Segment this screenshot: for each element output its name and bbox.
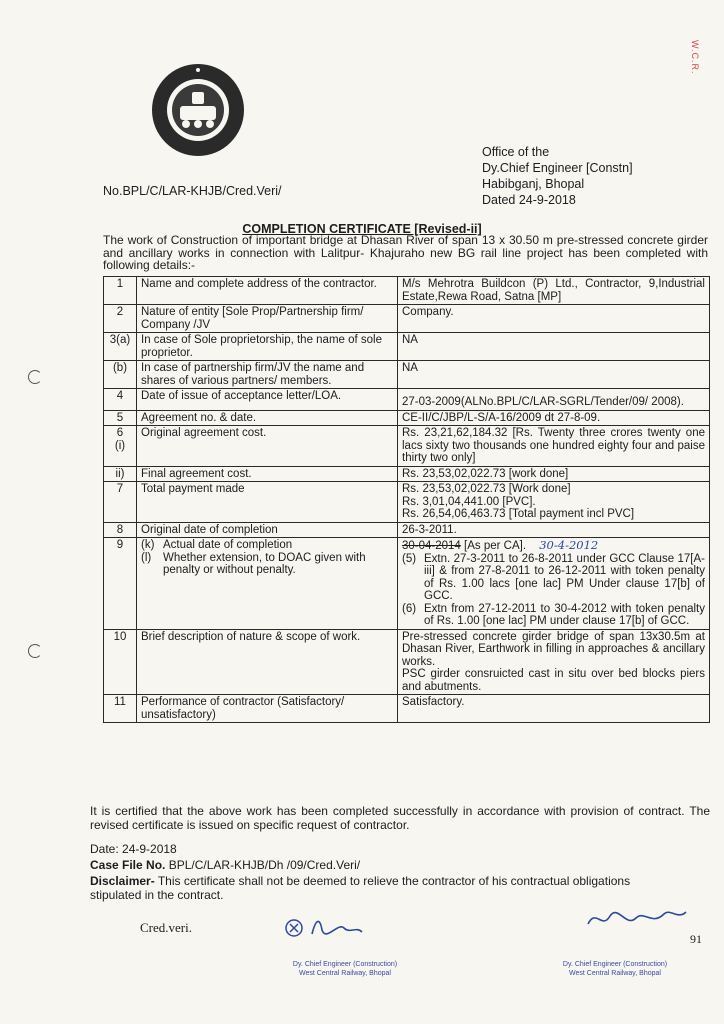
official-stamp-left: Dy. Chief Engineer (Construction) West Central Railway, Bhopal [292,961,398,977]
row-number: 1 [104,277,137,305]
row-number: 2 [104,305,137,333]
table-row [104,277,710,305]
office-line: Habibganj, Bhopal [482,177,585,191]
row-value: 26-3-2011. [398,522,710,538]
row-number-sub: (i) [114,439,126,452]
row-label: In case of partnership firm/JV the name and shares of various partners/ members. [137,361,398,389]
row-label: Total payment made [137,482,398,523]
row-number: 7 [104,482,137,523]
punch-hole-mark [28,644,42,658]
reference-number: No.BPL/C/LAR-KHJB/Cred.Veri/ [103,184,282,198]
row-number [104,426,137,467]
row-label: Date of issue of acceptance letter/LOA. [137,389,398,411]
office-line: Dated 24-9-2018 [482,193,576,207]
row-value [398,482,710,523]
row-value: CE-II/C/JBP/L-S/A-16/2009 dt 27-8-09. [398,410,710,426]
row-label: Final agreement cost. [137,466,398,482]
table-row [104,695,710,723]
page-number: 91 [690,932,702,946]
row-number: 10 [104,629,137,695]
table-row [104,410,710,426]
row-value [398,538,710,630]
office-line: Dy.Chief Engineer [Constn] [482,161,633,175]
table-row [104,426,710,467]
office-line: Office of the [482,145,550,159]
row-label: Name and complete address of the contractor. [137,277,398,305]
sub-label: (l) Whether extension, to DOAC given with penalty or without penalty. [141,551,366,576]
payment-line: Rs. 3,01,04,441.00 [PVC]. [402,495,536,508]
row-label: Agreement no. & date. [137,410,398,426]
row-number: (b) [104,361,137,389]
extension-item: (5) Extn. 27-3-2011 to 26-8-2011 under GCC Clause 17[A-iii] & from 27-8-2011 to 26-12-2011 with token penalty of Rs. 1.00 lacs [one lac] PM Under clause 17[b] of GCC. [402,552,705,602]
office-address [482,144,633,208]
row-value: Satisfactory. [398,695,710,723]
row-value: Company. [398,305,710,333]
details-table [103,276,710,723]
disclaimer: Disclaimer- This certificate shall not be deemed to relieve the contractor of his contractual obligations stipulated in the contract. [90,874,631,902]
indian-railways-logo [150,62,246,158]
struck-date: 30-04-2014 [402,540,461,552]
official-stamp-right: Dy. Chief Engineer (Construction) West Central Railway, Bhopal [562,961,668,977]
table-row [104,482,710,523]
intro-paragraph: The work of Construction of important bridge at Dhasan River of span 13 x 30.50 m pre-stressed concrete girder and ancillary works in connection with Lalitpur- Khajuraho new BG rail line project has been completed with following details:- [103,233,708,272]
payment-line: Rs. 26,54,06,463.73 [Total payment incl PVC] [402,508,635,520]
row-number: 8 [104,522,137,538]
row-value: NA [398,361,710,389]
table-row [104,333,710,361]
row-value: NA [398,333,710,361]
row-number-main: 6 [116,427,124,439]
table-row [104,466,710,482]
row-number: 3(a) [104,333,137,361]
table-row [104,538,710,630]
table-row [104,522,710,538]
table-row [104,361,710,389]
row-value: Rs. 23,53,02,022.73 [work done] [398,466,710,482]
table-row [104,305,710,333]
certification-statement: It is certified that the above work has been completed successfully in accordance with provision of contract. The revised certificate is issued on specific request of contractor. [90,804,710,832]
row-label [137,538,398,630]
row-number: 11 [104,695,137,723]
table-row [104,389,710,411]
extension-item: (6) Extn from 27-12-2011 to 30-4-2012 with token penalty of Rs. 1.00 [one lac] PM under clause 17[b] of GCC. [402,602,705,627]
row-value: Pre-stressed concrete girder bridge of span 13x30.5m at Dhasan River, Earthwork in filling in approaches & ancillary works. PSC girder consruicted cast in situ over bed blocks piers and abutments. [398,629,710,695]
row-label: Brief description of nature & scope of work. [137,629,398,695]
payment-line: Rs. 23,53,02,022.73 [Work done] [402,483,571,495]
signature-left [282,912,392,946]
row-label: In case of Sole proprietorship, the name of sole proprietor. [137,333,398,361]
row-number: 5 [104,410,137,426]
punch-hole-mark [28,370,42,384]
sub-label: (k) Actual date of completion [141,539,293,551]
certificate-title: COMPLETION CERTIFICATE [Revised-ii] [242,222,482,236]
cred-veri-note: Cred.veri. [140,920,192,935]
row-label: Original agreement cost. [137,426,398,467]
row-number: 4 [104,389,137,411]
signature-right [582,900,692,940]
row-label: Performance of contractor (Satisfactory/ unsatisfactory) [137,695,398,723]
row-label: Original date of completion [137,522,398,538]
issue-date: Date: 24-9-2018 [90,842,177,856]
row-value: 27-03-2009(ALNo.BPL/C/LAR-SGRL/Tender/09/ 2008). [398,389,710,411]
row-label: Nature of entity [Sole Prop/Partnership firm/ Company /JV [137,305,398,333]
corner-mark: W.C.R. [690,40,700,75]
row-number: 9 [104,538,137,630]
row-value: M/s Mehrotra Buildcon (P) Ltd., Contractor, 9,Industrial Estate,Rewa Road, Satna [MP] [398,277,710,305]
row-value: Rs. 23,21,62,184.32 [Rs. Twenty three crores twenty one lacs sixty two thousands one hundred eighty four and paise thirty two only] [398,426,710,467]
row-number: ii) [104,466,137,482]
completion-date-line: 30-04-2014 [As per CA]. 30-4-2012 [402,538,599,552]
table-row [104,629,710,695]
handwritten-correction: 30-4-2012 [539,538,599,552]
case-file-number: Case File No. BPL/C/LAR-KHJB/Dh /09/Cred.Veri/ [90,858,361,872]
